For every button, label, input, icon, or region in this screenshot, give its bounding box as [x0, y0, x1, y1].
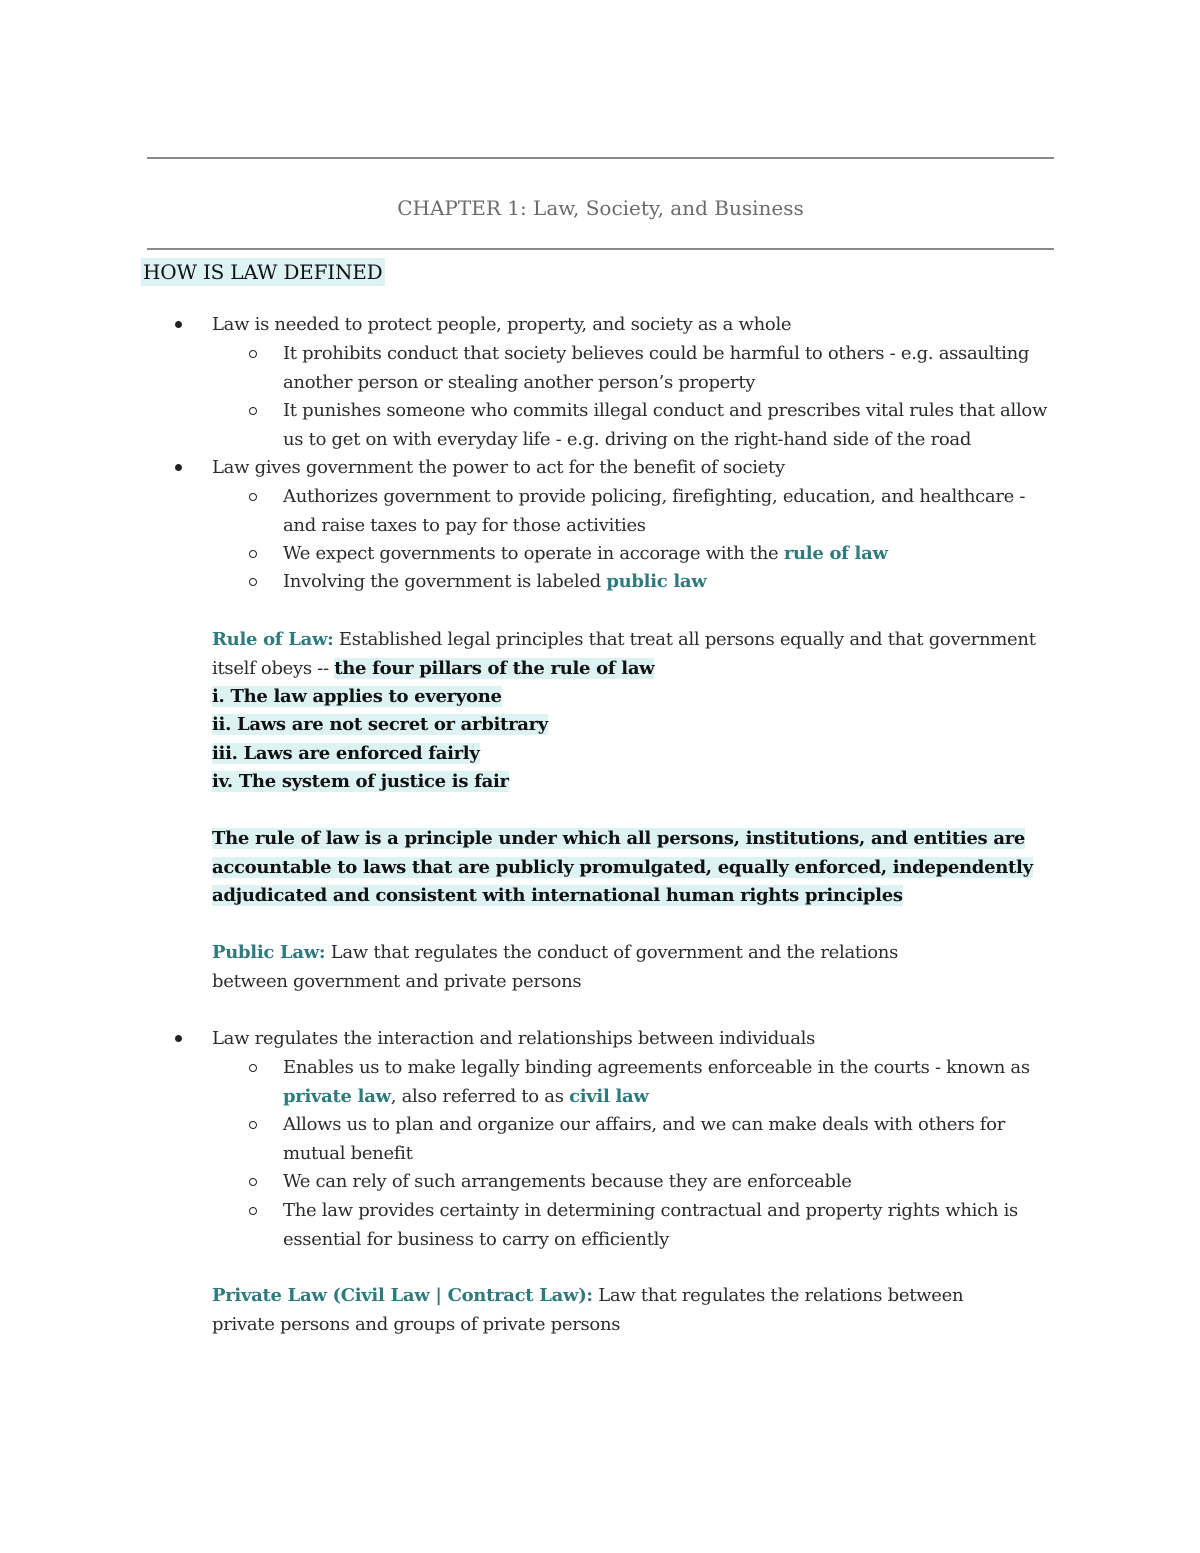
pillar-text: ii. Laws are not secret or arbitrary [212, 714, 548, 735]
definition-text: Law that regulates the conduct of government and the relations between government and private persons [212, 942, 899, 992]
pillar-item [212, 740, 1062, 769]
pillars-intro: the four pillars of the rule of law [334, 657, 655, 679]
bullet-text: Law is needed to protect people, property, and society as a whole [212, 314, 792, 335]
bullet-text: Law regulates the interaction and relationships between individuals [212, 1028, 816, 1049]
sub-bullet-text: The law provides certainty in determining contractual and property rights which is essential for business to carry on efficiently [283, 1200, 1018, 1250]
principle-text: adjudicated and consistent with international human rights principles [212, 885, 903, 906]
definition-term: Rule of Law: [212, 629, 334, 650]
bullet-dot-icon [175, 321, 182, 328]
pillar-text: iv. The system of justice is fair [212, 771, 509, 792]
sub-bullet-text: We expect governments to operate in accorage with the [283, 543, 784, 564]
sub-bullet-item [283, 1111, 1058, 1168]
sub-bullet-item [283, 1054, 1058, 1111]
principle-line [212, 825, 1062, 854]
pillar-item [212, 768, 1062, 797]
sub-bullet-text: Authorizes government to provide policing, firefighting, education, and healthcare - and raise taxes to pay for those activities [283, 486, 1026, 536]
term-civil-law: civil law [569, 1085, 649, 1107]
definition-term: Public Law: [212, 942, 326, 963]
top-divider [147, 157, 1054, 159]
definition-text: Established legal principles that treat all persons equally and that government itself obeys -- [212, 629, 1036, 679]
bullet-item [212, 454, 1062, 483]
bullet-text: Law gives government the power to act for the benefit of society [212, 457, 785, 478]
pillar-text: iii. Laws are enforced fairly [212, 743, 480, 764]
sub-bullet-item [283, 340, 1058, 397]
term-private-law: private law [283, 1085, 391, 1107]
private-law-definition [212, 1282, 1022, 1339]
public-law-definition [212, 939, 972, 996]
bullet-dot-icon [175, 1035, 182, 1042]
sub-bullet-item [283, 483, 1058, 540]
principle-line [212, 882, 1062, 911]
sub-bullet-text: Allows us to plan and organize our affairs, and we can make deals with others for mutual benefit [283, 1114, 1006, 1164]
term-rule-of-law: rule of law [783, 543, 888, 564]
definition-term: Private Law (Civil Law | Contract Law): [212, 1285, 593, 1306]
sub-bullet-item [283, 397, 1058, 454]
hollow-circle-icon [249, 578, 257, 586]
sub-bullet-text: Enables us to make legally binding agreements enforceable in the courts - known as [283, 1057, 1030, 1078]
sub-bullet-item [283, 1168, 1058, 1197]
sub-bullet-item [283, 1197, 1023, 1254]
hollow-circle-icon [249, 493, 257, 501]
sub-bullet-text: It punishes someone who commits illegal conduct and prescribes vital rules that allow us to get on with everyday life - e.g. driving on the right-hand side of the road [283, 400, 1048, 450]
sub-bullet-text: We can rely of such arrangements because they are enforceable [283, 1171, 852, 1192]
hollow-circle-icon [249, 1121, 257, 1129]
hollow-circle-icon [249, 1178, 257, 1186]
definition-text: Law that regulates the relations between private persons and groups of private persons [212, 1285, 964, 1335]
hollow-circle-icon [249, 350, 257, 358]
rule-of-law-definition [212, 626, 1062, 683]
term-public-law: public law [606, 571, 707, 592]
sub-bullet-text: , also referred to as [390, 1085, 570, 1107]
hollow-circle-icon [249, 407, 257, 415]
sub-bullet-item [283, 568, 1058, 597]
principle-text: The rule of law is a principle under which all persons, institutions, and entities are [212, 828, 1026, 849]
chapter-title: CHAPTER 1: Law, Society, and Business [397, 196, 804, 220]
section-heading: HOW IS LAW DEFINED [143, 260, 383, 284]
hollow-circle-icon [249, 1207, 257, 1215]
pillar-item [212, 683, 1062, 712]
bullet-dot-icon [175, 464, 182, 471]
pillar-item [212, 711, 1062, 740]
principle-text: accountable to laws that are publicly promulgated, equally enforced, independently [212, 857, 1033, 878]
bullet-item [212, 1025, 1062, 1054]
sub-bullet-text: It prohibits conduct that society believes could be harmful to others - e.g. assaulting another person or stealing another person’s property [283, 343, 1030, 393]
hollow-circle-icon [249, 550, 257, 558]
bottom-divider [147, 248, 1054, 250]
sub-bullet-text: Involving the government is labeled [283, 571, 607, 592]
principle-line [212, 854, 1062, 883]
hollow-circle-icon [249, 1064, 257, 1072]
pillar-text: i. The law applies to everyone [212, 686, 502, 707]
sub-bullet-item [283, 540, 1058, 569]
bullet-item [212, 311, 1062, 340]
